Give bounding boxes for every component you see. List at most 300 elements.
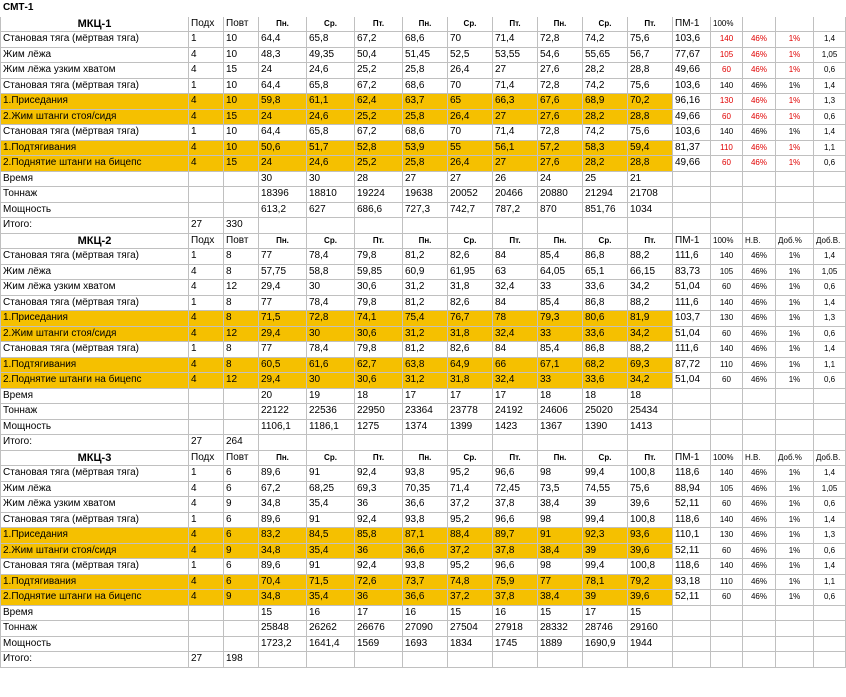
power-row-value[interactable]: 1413 [628,419,673,435]
add-weight-cell[interactable]: 1,05 [814,264,846,280]
tonnage-row-value[interactable]: 20880 [538,187,583,203]
empty-cell[interactable] [776,187,814,203]
pm-cell[interactable]: 51,04 [673,326,711,342]
col-day-header[interactable]: Ср. [307,450,355,466]
time-row-value[interactable]: 26 [493,171,538,187]
empty-cell[interactable] [711,435,743,451]
time-row-label[interactable]: Время [1,171,189,187]
weight-cell[interactable]: 75,9 [493,574,538,590]
percent-cell[interactable]: 46% [743,481,776,497]
max-cell[interactable]: 130 [711,311,743,327]
empty-cell[interactable] [711,605,743,621]
reps-cell[interactable]: 6 [224,481,259,497]
weight-cell[interactable]: 67,1 [538,357,583,373]
exercise-name[interactable]: Становая тяга (мёртвая тяга) [1,342,189,358]
time-row-value[interactable]: 30 [307,171,355,187]
max-cell[interactable]: 140 [711,512,743,528]
tonnage-row-value[interactable]: 19638 [403,187,448,203]
col-day-header[interactable]: Пн. [259,233,307,249]
col-day-header[interactable]: Пт. [355,450,403,466]
col-day-header[interactable]: Пт. [628,233,673,249]
percent-cell[interactable]: 46% [743,140,776,156]
power-row-value[interactable]: 1374 [403,419,448,435]
weight-cell[interactable]: 25,2 [355,63,403,79]
weight-cell[interactable]: 31,8 [448,326,493,342]
pm-cell[interactable]: 51,04 [673,373,711,389]
empty-cell[interactable] [711,621,743,637]
empty-cell[interactable] [259,435,307,451]
add-weight-cell[interactable]: 0,6 [814,497,846,513]
weight-cell[interactable]: 33 [538,373,583,389]
col-dob-pct-header[interactable]: Доб.% [776,233,814,249]
weight-cell[interactable]: 98 [538,512,583,528]
weight-cell[interactable]: 66,3 [493,94,538,110]
col-100-header[interactable]: 100% [711,16,743,32]
col-day-header[interactable]: Пт. [493,233,538,249]
add-percent-cell[interactable]: 1% [776,574,814,590]
col-day-header[interactable]: Пн. [259,16,307,32]
max-cell[interactable]: 60 [711,590,743,606]
empty-cell[interactable] [814,621,846,637]
weight-cell[interactable]: 86,8 [583,249,628,265]
total-label[interactable]: Итого: [1,652,189,668]
weight-cell[interactable]: 32,4 [493,326,538,342]
weight-cell[interactable]: 72,6 [355,574,403,590]
sets-cell[interactable]: 4 [189,63,224,79]
reps-cell[interactable]: 15 [224,109,259,125]
col-pm-header[interactable]: ПМ-1 [673,233,711,249]
weight-cell[interactable]: 39 [583,497,628,513]
max-cell[interactable]: 60 [711,497,743,513]
pm-cell[interactable]: 103,6 [673,32,711,48]
empty-cell[interactable] [814,16,846,32]
weight-cell[interactable]: 31,2 [403,373,448,389]
weight-cell[interactable]: 28,8 [628,109,673,125]
percent-cell[interactable]: 46% [743,311,776,327]
weight-cell[interactable]: 27 [493,156,538,172]
sets-cell[interactable]: 1 [189,32,224,48]
block-title[interactable]: МКЦ-3 [1,450,189,466]
weight-cell[interactable]: 29,4 [259,373,307,389]
weight-cell[interactable]: 51,7 [307,140,355,156]
weight-cell[interactable]: 61,95 [448,264,493,280]
weight-cell[interactable]: 30,6 [355,280,403,296]
power-row-value[interactable]: 787,2 [493,202,538,218]
weight-cell[interactable]: 36,6 [403,543,448,559]
weight-cell[interactable]: 84 [493,342,538,358]
add-percent-cell[interactable]: 1% [776,32,814,48]
weight-cell[interactable]: 56,1 [493,140,538,156]
reps-cell[interactable]: 6 [224,528,259,544]
add-weight-cell[interactable]: 1,4 [814,32,846,48]
add-weight-cell[interactable]: 0,6 [814,156,846,172]
pm-cell[interactable]: 118,6 [673,559,711,575]
percent-cell[interactable]: 46% [743,249,776,265]
empty-cell[interactable] [224,621,259,637]
weight-cell[interactable]: 67,2 [259,481,307,497]
percent-cell[interactable]: 46% [743,373,776,389]
weight-cell[interactable]: 30 [307,280,355,296]
add-percent-cell[interactable]: 1% [776,326,814,342]
weight-cell[interactable]: 36,6 [403,590,448,606]
reps-cell[interactable]: 12 [224,280,259,296]
max-cell[interactable]: 105 [711,264,743,280]
exercise-name[interactable]: 1.Приседания [1,528,189,544]
exercise-name[interactable]: 1.Подтягивания [1,357,189,373]
weight-cell[interactable]: 70,2 [628,94,673,110]
add-weight-cell[interactable]: 0,6 [814,280,846,296]
weight-cell[interactable]: 73,7 [403,574,448,590]
block-title[interactable]: МКЦ-1 [1,16,189,32]
tonnage-row-value[interactable]: 20466 [493,187,538,203]
pm-cell[interactable]: 111,6 [673,295,711,311]
empty-cell[interactable] [673,652,711,668]
empty-cell[interactable] [673,404,711,420]
weight-cell[interactable]: 27 [493,63,538,79]
pm-cell[interactable]: 103,6 [673,125,711,141]
add-percent-cell[interactable]: 1% [776,311,814,327]
weight-cell[interactable]: 32,4 [493,373,538,389]
empty-cell[interactable] [224,171,259,187]
empty-cell[interactable] [711,171,743,187]
exercise-name[interactable]: Становая тяга (мёртвая тяга) [1,249,189,265]
max-cell[interactable]: 130 [711,528,743,544]
empty-cell[interactable] [224,419,259,435]
weight-cell[interactable]: 84,5 [307,528,355,544]
col-100-header[interactable]: 100% [711,450,743,466]
exercise-name[interactable]: Становая тяга (мёртвая тяга) [1,559,189,575]
empty-cell[interactable] [711,636,743,652]
weight-cell[interactable]: 25,8 [403,63,448,79]
weight-cell[interactable]: 68,6 [403,78,448,94]
weight-cell[interactable]: 62,4 [355,94,403,110]
reps-cell[interactable]: 6 [224,574,259,590]
power-row-value[interactable]: 1944 [628,636,673,652]
power-row-value[interactable]: 727,3 [403,202,448,218]
weight-cell[interactable]: 67,2 [355,32,403,48]
max-cell[interactable]: 140 [711,559,743,575]
pm-cell[interactable]: 49,66 [673,156,711,172]
tonnage-row-value[interactable]: 25434 [628,404,673,420]
weight-cell[interactable]: 68,9 [583,94,628,110]
weight-cell[interactable]: 84 [493,249,538,265]
pm-cell[interactable]: 118,6 [673,466,711,482]
empty-cell[interactable] [673,636,711,652]
col-nv-header[interactable]: Н.В. [743,450,776,466]
time-row-value[interactable]: 15 [628,605,673,621]
add-weight-cell[interactable]: 1,3 [814,528,846,544]
weight-cell[interactable]: 60,5 [259,357,307,373]
weight-cell[interactable]: 100,8 [628,466,673,482]
weight-cell[interactable]: 39 [583,543,628,559]
weight-cell[interactable]: 34,8 [259,543,307,559]
weight-cell[interactable]: 85,8 [355,528,403,544]
weight-cell[interactable]: 82,6 [448,295,493,311]
weight-cell[interactable]: 64,05 [538,264,583,280]
weight-cell[interactable]: 55,65 [583,47,628,63]
max-cell[interactable]: 105 [711,47,743,63]
pm-cell[interactable]: 81,37 [673,140,711,156]
empty-cell[interactable] [776,202,814,218]
weight-cell[interactable]: 70 [448,125,493,141]
weight-cell[interactable]: 25,8 [403,156,448,172]
sets-cell[interactable]: 1 [189,559,224,575]
add-percent-cell[interactable]: 1% [776,280,814,296]
power-row-value[interactable]: 686,6 [355,202,403,218]
add-percent-cell[interactable]: 1% [776,590,814,606]
weight-cell[interactable]: 71,5 [259,311,307,327]
block-title[interactable]: МКЦ-2 [1,233,189,249]
tonnage-row-value[interactable]: 25848 [259,621,307,637]
percent-cell[interactable]: 46% [743,78,776,94]
weight-cell[interactable]: 51,45 [403,47,448,63]
pm-cell[interactable]: 103,6 [673,78,711,94]
empty-cell[interactable] [224,404,259,420]
empty-cell[interactable] [711,388,743,404]
empty-cell[interactable] [673,435,711,451]
time-row-value[interactable]: 28 [355,171,403,187]
col-day-header[interactable]: Пн. [538,233,583,249]
empty-cell[interactable] [743,171,776,187]
time-row-value[interactable]: 18 [538,388,583,404]
weight-cell[interactable]: 71,5 [307,574,355,590]
add-weight-cell[interactable]: 0,6 [814,109,846,125]
weight-cell[interactable]: 77 [538,574,583,590]
sets-cell[interactable]: 4 [189,280,224,296]
empty-cell[interactable] [224,187,259,203]
add-percent-cell[interactable]: 1% [776,528,814,544]
weight-cell[interactable]: 84 [493,295,538,311]
tonnage-row-value[interactable]: 29160 [628,621,673,637]
reps-cell[interactable]: 8 [224,295,259,311]
empty-cell[interactable] [628,652,673,668]
exercise-name[interactable]: 2.Поднятие штанги на бицепс [1,590,189,606]
col-day-header[interactable]: Ср. [448,16,493,32]
weight-cell[interactable]: 26,4 [448,63,493,79]
max-cell[interactable]: 140 [711,466,743,482]
sets-cell[interactable]: 4 [189,109,224,125]
weight-cell[interactable]: 89,6 [259,466,307,482]
weight-cell[interactable]: 65,1 [583,264,628,280]
col-reps-header[interactable]: Повт [224,233,259,249]
weight-cell[interactable]: 95,2 [448,466,493,482]
add-weight-cell[interactable]: 1,4 [814,466,846,482]
sets-cell[interactable]: 4 [189,528,224,544]
pm-cell[interactable]: 93,18 [673,574,711,590]
empty-cell[interactable] [814,404,846,420]
empty-cell[interactable] [776,419,814,435]
tonnage-row-value[interactable]: 20052 [448,187,493,203]
empty-cell[interactable] [259,652,307,668]
weight-cell[interactable]: 50,6 [259,140,307,156]
exercise-name[interactable]: 2.Жим штанги стоя/сидя [1,543,189,559]
power-row-value[interactable]: 1399 [448,419,493,435]
tonnage-row-value[interactable]: 27090 [403,621,448,637]
power-row-value[interactable]: 870 [538,202,583,218]
weight-cell[interactable]: 99,4 [583,512,628,528]
exercise-name[interactable]: 2.Жим штанги стоя/сидя [1,326,189,342]
weight-cell[interactable]: 73,5 [538,481,583,497]
empty-cell[interactable] [743,435,776,451]
time-row-value[interactable]: 16 [493,605,538,621]
weight-cell[interactable]: 65,8 [307,78,355,94]
col-day-header[interactable]: Ср. [448,233,493,249]
empty-cell[interactable] [776,652,814,668]
weight-cell[interactable]: 88,4 [448,528,493,544]
exercise-name[interactable]: Становая тяга (мёртвая тяга) [1,466,189,482]
weight-cell[interactable]: 25,2 [355,156,403,172]
power-row-label[interactable]: Мощность [1,636,189,652]
exercise-name[interactable]: 1.Подтягивания [1,574,189,590]
pm-cell[interactable]: 103,7 [673,311,711,327]
max-cell[interactable]: 140 [711,125,743,141]
percent-cell[interactable]: 46% [743,264,776,280]
weight-cell[interactable]: 65 [448,94,493,110]
add-weight-cell[interactable]: 0,6 [814,590,846,606]
max-cell[interactable]: 60 [711,280,743,296]
time-row-value[interactable]: 19 [307,388,355,404]
weight-cell[interactable]: 56,7 [628,47,673,63]
weight-cell[interactable]: 66 [493,357,538,373]
total-sets[interactable]: 27 [189,652,224,668]
max-cell[interactable]: 60 [711,109,743,125]
weight-cell[interactable]: 92,4 [355,512,403,528]
col-pm-header[interactable]: ПМ-1 [673,16,711,32]
empty-cell[interactable] [743,202,776,218]
weight-cell[interactable]: 28,2 [583,109,628,125]
empty-cell[interactable] [307,218,355,234]
weight-cell[interactable]: 61,6 [307,357,355,373]
add-percent-cell[interactable]: 1% [776,47,814,63]
add-percent-cell[interactable]: 1% [776,125,814,141]
weight-cell[interactable]: 36 [355,497,403,513]
add-weight-cell[interactable]: 0,6 [814,63,846,79]
power-row-value[interactable]: 1186,1 [307,419,355,435]
sets-cell[interactable]: 1 [189,249,224,265]
sets-cell[interactable]: 1 [189,125,224,141]
weight-cell[interactable]: 27 [493,109,538,125]
empty-cell[interactable] [538,435,583,451]
time-row-value[interactable]: 21 [628,171,673,187]
add-weight-cell[interactable]: 1,05 [814,481,846,497]
weight-cell[interactable]: 68,25 [307,481,355,497]
reps-cell[interactable]: 12 [224,326,259,342]
weight-cell[interactable]: 31,2 [403,280,448,296]
weight-cell[interactable]: 70,35 [403,481,448,497]
max-cell[interactable]: 140 [711,295,743,311]
weight-cell[interactable]: 29,4 [259,280,307,296]
weight-cell[interactable]: 85,4 [538,249,583,265]
weight-cell[interactable]: 37,8 [493,543,538,559]
sets-cell[interactable]: 4 [189,140,224,156]
weight-cell[interactable]: 64,4 [259,32,307,48]
weight-cell[interactable]: 74,8 [448,574,493,590]
weight-cell[interactable]: 91 [307,512,355,528]
weight-cell[interactable]: 37,8 [493,497,538,513]
weight-cell[interactable]: 95,2 [448,559,493,575]
weight-cell[interactable]: 74,2 [583,32,628,48]
weight-cell[interactable]: 79,8 [355,342,403,358]
empty-cell[interactable] [743,621,776,637]
weight-cell[interactable]: 59,8 [259,94,307,110]
weight-cell[interactable]: 91 [307,466,355,482]
weight-cell[interactable]: 86,8 [583,295,628,311]
power-row-value[interactable]: 1690,9 [583,636,628,652]
add-percent-cell[interactable]: 1% [776,94,814,110]
pm-cell[interactable]: 111,6 [673,342,711,358]
percent-cell[interactable]: 46% [743,280,776,296]
pm-cell[interactable]: 96,16 [673,94,711,110]
exercise-name[interactable]: Жим лёжа узким хватом [1,280,189,296]
weight-cell[interactable]: 78,4 [307,342,355,358]
reps-cell[interactable]: 6 [224,512,259,528]
empty-cell[interactable] [448,218,493,234]
exercise-name[interactable]: 2.Поднятие штанги на бицепс [1,373,189,389]
add-percent-cell[interactable]: 1% [776,249,814,265]
weight-cell[interactable]: 92,4 [355,559,403,575]
weight-cell[interactable]: 36 [355,590,403,606]
weight-cell[interactable]: 37,2 [448,590,493,606]
col-sets-header[interactable]: Подх [189,233,224,249]
col-pm-header[interactable]: ПМ-1 [673,450,711,466]
weight-cell[interactable]: 59,85 [355,264,403,280]
empty-cell[interactable] [673,187,711,203]
weight-cell[interactable]: 57,2 [538,140,583,156]
empty-cell[interactable] [259,218,307,234]
weight-cell[interactable]: 70 [448,32,493,48]
weight-cell[interactable]: 68,6 [403,32,448,48]
weight-cell[interactable]: 59,4 [628,140,673,156]
weight-cell[interactable]: 91 [307,559,355,575]
weight-cell[interactable]: 31,8 [448,280,493,296]
time-row-value[interactable]: 20 [259,388,307,404]
weight-cell[interactable]: 32,4 [493,280,538,296]
weight-cell[interactable]: 55 [448,140,493,156]
sets-cell[interactable]: 4 [189,156,224,172]
weight-cell[interactable]: 24,6 [307,63,355,79]
empty-cell[interactable] [814,171,846,187]
exercise-name[interactable]: Становая тяга (мёртвая тяга) [1,78,189,94]
sets-cell[interactable]: 4 [189,357,224,373]
weight-cell[interactable]: 34,8 [259,590,307,606]
weight-cell[interactable]: 67,6 [538,94,583,110]
weight-cell[interactable]: 81,2 [403,342,448,358]
max-cell[interactable]: 130 [711,94,743,110]
weight-cell[interactable]: 62,7 [355,357,403,373]
col-day-header[interactable]: Пн. [403,233,448,249]
weight-cell[interactable]: 77 [259,249,307,265]
tonnage-row-value[interactable]: 23364 [403,404,448,420]
empty-cell[interactable] [814,435,846,451]
time-row-value[interactable]: 17 [493,388,538,404]
weight-cell[interactable]: 33 [538,280,583,296]
weight-cell[interactable]: 82,6 [448,342,493,358]
weight-cell[interactable]: 71,4 [493,78,538,94]
empty-cell[interactable] [814,388,846,404]
empty-cell[interactable] [711,652,743,668]
col-sets-header[interactable]: Подх [189,450,224,466]
weight-cell[interactable]: 30 [307,326,355,342]
empty-cell[interactable] [189,419,224,435]
time-row-value[interactable]: 17 [355,605,403,621]
empty-cell[interactable] [776,218,814,234]
weight-cell[interactable]: 71,4 [493,32,538,48]
weight-cell[interactable]: 92,4 [355,466,403,482]
percent-cell[interactable]: 46% [743,94,776,110]
weight-cell[interactable]: 33,6 [583,373,628,389]
sets-cell[interactable]: 1 [189,512,224,528]
col-day-header[interactable]: Пн. [538,16,583,32]
